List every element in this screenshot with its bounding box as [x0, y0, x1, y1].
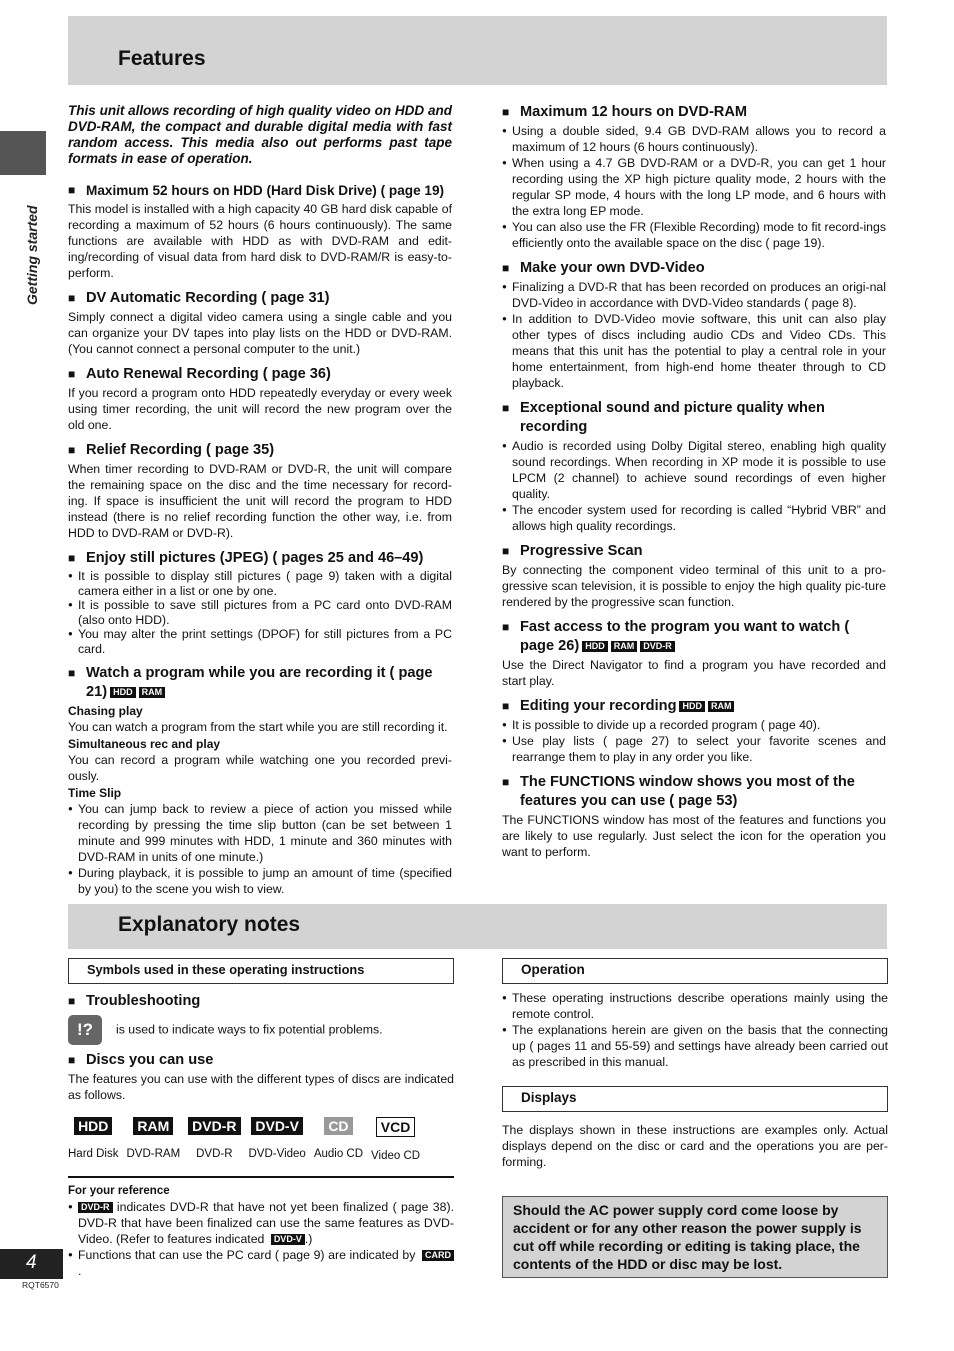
symbols-box: Symbols used in these operating instructions [68, 958, 454, 984]
troubleshooting-text: is used to indicate ways to fix potential problems. [116, 1022, 383, 1037]
features-title: Features [118, 47, 206, 70]
feature-bullets [502, 438, 886, 534]
feature-heading-dvd-video: ■ Make your own DVD-Video [502, 259, 886, 278]
disc-cd [314, 1117, 363, 1164]
feature-text: When timer recording to DVD-RAM or DVD-R, the unit will compare the remaining space on the disc and the time necessary for record-ing. If space is insufficient the unit will record the program to HDD instead (there is no relief recording function the other way, i.e. from HDD to DVD-RAM or DVD-R). [68, 462, 452, 540]
feature-heading-watch [68, 664, 452, 702]
document-code: RQT6570 [22, 1280, 59, 1290]
side-label: Getting started [24, 205, 40, 305]
list-item: ● You can also use the FR (Flexible Recording) mode to fit record-ings efficiently onto the available space on the disc ( page 19). [502, 219, 886, 251]
feature-bullets [502, 717, 886, 765]
explanatory-title: Explanatory notes [118, 913, 301, 936]
feature-heading-jpeg: ■ Enjoy still pictures (JPEG) ( pages 25 and 46–49) [68, 549, 452, 568]
feature-heading-auto-renewal: ■ Auto Renewal Recording ( page 36) [68, 365, 452, 384]
list-item: ● During playback, it is possible to jump an amount of time (specified by you) to the scene you wish to view. [68, 865, 452, 897]
features-banner [68, 16, 887, 85]
disc-vcd [371, 1117, 420, 1164]
reference-text: indicates DVD-R that have not yet been finalized ( page 38). DVD-R that have been finalized can use the same features as DVD-Video. (Refer to features indicated [78, 1200, 454, 1246]
heading-text: Watch a program while you are recording it ( page 21) [86, 665, 433, 700]
feature-heading-progressive: ■ Progressive Scan [502, 542, 886, 561]
badge-dvd-v: DVD-V [271, 1234, 305, 1245]
reference-end: .) [304, 1232, 313, 1246]
list-item: ● It is possible to divide up a recorded program ( page 40). [502, 717, 886, 733]
feature-heading-hdd: ■ Maximum 52 hours on HDD (Hard Disk Drive) ( page 19) [68, 181, 452, 200]
feature-text: This model is installed with a high capacity 40 GB hard disk capable of recording a maximum of 52 hours (6 hours continuously). The same functions are available with HDD as with DVD-RAM and edit-ing/recording of visual data from hard disk to DVD-RAM/R is easy-to-perform. [68, 202, 452, 280]
feature-heading-quality: ■ Exceptional sound and picture quality when recording [502, 399, 886, 437]
feature-heading-functions: ■ The FUNCTIONS window shows you most of the features you can use ( page 53) [502, 773, 886, 811]
badge-ram: RAM [139, 687, 166, 698]
discs-text: The features you can use with the different types of discs are indicated as follows. [68, 1072, 454, 1102]
subheading-time-slip: Time Slip [68, 786, 122, 800]
feature-text: Simply connect a digital video camera using a single cable and you can organize your DV tapes into play lists on the HDD or DVD-RAM. (You cannot connect a personal computer to the unit.) [68, 310, 452, 356]
reference-text: Functions that can use the PC card ( page 9) are indicated by [78, 1248, 416, 1262]
disc-chip: HDD [74, 1117, 112, 1135]
disc-dvd-r [188, 1117, 240, 1164]
list-item: ● You can jump back to review a piece of action you missed while recording by pressing the time slip button (can be set between 1 minute and 999 minutes with HDD, 1 minute and 360 minutes with DVD-RAM in units of one minute.) [68, 801, 452, 865]
operation-box: Operation [502, 958, 888, 984]
disc-chip: DVD-V [251, 1117, 303, 1135]
feature-bullets [68, 569, 452, 656]
list-item: ● These operating instructions describe operations mainly using the remote control. [502, 990, 888, 1022]
operation-bullets [502, 990, 888, 1070]
reference-section [68, 1176, 454, 1279]
disc-caption: DVD-RAM [126, 1148, 181, 1160]
feature-heading-fast-access [502, 618, 886, 656]
disc-chip: DVD-R [188, 1117, 240, 1135]
troubleshooting-heading: ■ Troubleshooting [68, 992, 454, 1011]
list-item: ● It is possible to display still pictures ( page 9) taken with a digital camera either in a list or one by one. [68, 569, 452, 598]
list-item: ● You may alter the print settings (DPOF) for still pictures from a PC card. [68, 627, 452, 656]
list-item [68, 1247, 454, 1279]
disc-caption: Video CD [371, 1150, 421, 1162]
disc-caption: Audio CD [313, 1148, 364, 1160]
explanatory-left-column [68, 958, 454, 1279]
feature-heading-editing [502, 697, 886, 716]
list-item: ● Finalizing a DVD-R that has been recorded on produces an origi-nal DVD-Video in accordance with DVD-Video standards ( page 8). [502, 279, 886, 311]
explanatory-banner [68, 904, 887, 949]
badge-hdd: HDD [582, 641, 608, 652]
list-item: ● When using a 4.7 GB DVD-RAM or a DVD-R, you can get 1 hour recording using the XP high picture quality mode, 2 hours with the regular SP mode, 4 hours with the long LP mode, and 6 hours with the extra long EP mode. [502, 155, 886, 219]
feature-heading-dv: ■ DV Automatic Recording ( page 31) [68, 289, 452, 308]
list-item: ● The explanations herein are given on the basis that the connecting up ( pages 11 and 55-59) and settings have already been carried out as prescribed in this manual. [502, 1022, 888, 1070]
feature-heading-12h: ■ Maximum 12 hours on DVD-RAM [502, 103, 886, 122]
reference-bullets [68, 1199, 454, 1279]
subheading-simultaneous: Simultaneous rec and play [68, 737, 221, 751]
feature-text: The FUNCTIONS window has most of the features and functions you are likely to use regularly. Just select the icon for the operation you want to perform. [502, 813, 886, 859]
feature-text: You can record a program while watching one you recorded previ-ously. [68, 753, 452, 783]
discs-heading: ■ Discs you can use [68, 1051, 454, 1070]
badge-dvd-r: DVD-R [640, 641, 675, 652]
list-item [68, 1199, 454, 1247]
troubleshooting-row [68, 1015, 454, 1045]
list-item: ● Use play lists ( page 27) to select your favorite scenes and rearrange them to play in any order you like. [502, 733, 886, 765]
list-item: ● It is possible to save still pictures from a PC card onto DVD-RAM (also onto HDD). [68, 598, 452, 627]
badge-hdd: HDD [110, 687, 136, 698]
heading-text: Fast access to the program you want to watch ( page 26) [520, 619, 850, 654]
disc-dvd-v [249, 1117, 306, 1164]
subheading-chasing: Chasing play [68, 704, 143, 718]
disc-caption: DVD-R [196, 1148, 233, 1160]
list-item: ● The encoder system used for recording is called “Hybrid VBR” and allows high quality recordings. [502, 502, 886, 534]
reference-label: For your reference [68, 1185, 170, 1197]
feature-text: If you record a program onto HDD repeatedly everyday or every week using timer recording, the unit will record the new program over the old one. [68, 386, 452, 432]
feature-bullets [68, 801, 452, 897]
list-item: ● Using a double sided, 9.4 GB DVD-RAM allows you to record a maximum of 12 hours (6 hours continuously). [502, 123, 886, 155]
badge-card: CARD [422, 1250, 454, 1261]
features-left-column [68, 103, 452, 897]
feature-bullets [502, 123, 886, 251]
page-number: 4 [0, 1249, 63, 1279]
power-warning: Should the AC power supply cord come loose by accident or for any other reason the power supply is cut off while recording or editing is taking place, the contents of the HDD or disc may be lost. [502, 1196, 888, 1278]
disc-caption: DVD-Video [248, 1148, 306, 1160]
badge-ram: RAM [611, 641, 638, 652]
displays-text: The displays shown in these instructions are examples only. Actual displays depend on the disc or card and the operations you are per-forming. [502, 1123, 888, 1169]
disc-hdd [68, 1117, 118, 1164]
feature-bullets [502, 279, 886, 391]
intro-text: This unit allows recording of high quality video on HDD and DVD-RAM, the compact and durable digital media with fast random access. This media also out performs past tape formats in ease of operation. [68, 103, 452, 166]
disc-ram [126, 1117, 180, 1164]
feature-text: By connecting the component video terminal of this unit to a pro-gressive scan television, it is possible to enjoy the high quality pic-ture rendered by the progressive scan function. [502, 563, 886, 609]
feature-text: Use the Direct Navigator to find a program you have recorded and start play. [502, 658, 886, 688]
displays-box: Displays [502, 1086, 888, 1112]
disc-chip: VCD [376, 1117, 416, 1137]
disc-chip: CD [324, 1117, 352, 1135]
badge-ram: RAM [708, 701, 735, 712]
feature-heading-relief: ■ Relief Recording ( page 35) [68, 441, 452, 460]
badge-hdd: HDD [679, 701, 705, 712]
explanatory-right-column [502, 958, 888, 1278]
list-item: ● In addition to DVD-Video movie software, this unit can also play other types of discs including audio CDs and Video CDs. This means that this unit has the potential to play a central role in your home entertainment, from high-end home theater through to CD playback. [502, 311, 886, 391]
heading-text: Editing your recording [520, 698, 677, 714]
troubleshooting-icon: !? [68, 1015, 102, 1045]
features-right-column [502, 103, 886, 860]
badge-dvd-r: DVD-R [78, 1202, 113, 1213]
disc-chip: RAM [133, 1117, 173, 1135]
reference-end: . [78, 1264, 82, 1278]
disc-caption: Hard Disk [68, 1148, 119, 1160]
disc-symbols [68, 1117, 454, 1164]
feature-text: You can watch a program from the start while you are still recording it. [68, 720, 448, 734]
list-item: ● Audio is recorded using Dolby Digital stereo, enabling high quality sound recordings. When recording in XP mode it is possible to use LPCM (2 channel) to achieve sound recordings of even higher quality. [502, 438, 886, 502]
